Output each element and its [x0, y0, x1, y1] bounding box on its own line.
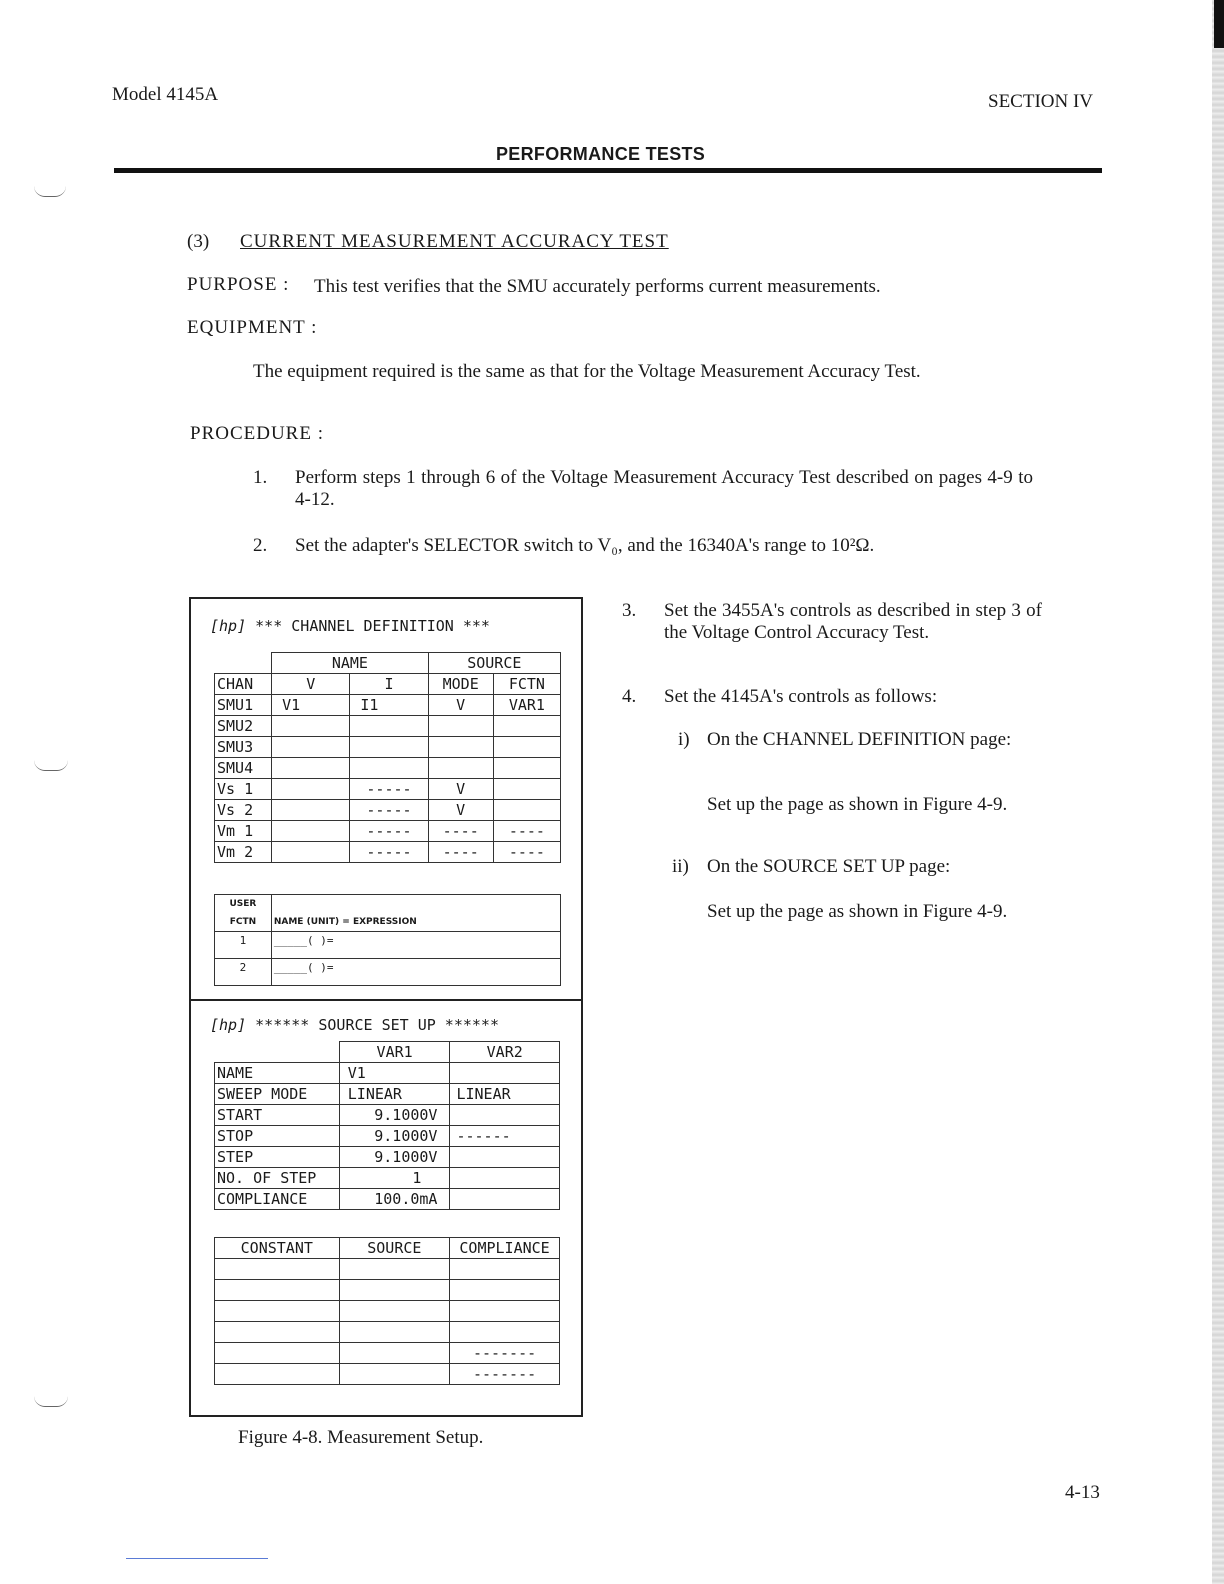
constant-cell — [215, 1343, 340, 1364]
compliance-cell — [450, 1259, 560, 1280]
constant-source-table — [214, 1237, 560, 1385]
mode-cell — [428, 737, 493, 758]
table-row — [215, 737, 561, 758]
table-row — [215, 1301, 560, 1322]
running-header-model: Model 4145A — [112, 84, 219, 105]
var2-cell — [450, 1147, 560, 1168]
compliance-cell — [450, 1301, 560, 1322]
v-name-cell — [272, 821, 350, 842]
header-source: SOURCE — [339, 1238, 450, 1259]
v-name-cell — [272, 716, 350, 737]
binder-hole-mark — [34, 760, 68, 771]
purpose-label: PURPOSE : — [187, 274, 290, 295]
i-name-cell — [350, 758, 428, 779]
v-name-cell — [272, 779, 350, 800]
chan-cell: SMU2 — [215, 716, 272, 737]
substep-i-detail: Set up the page as shown in Figure 4-9. — [707, 794, 1008, 815]
scan-edge-dark — [1214, 0, 1224, 48]
header-chan: CHAN — [215, 674, 272, 695]
step-1-number: 1. — [253, 467, 268, 488]
user-fctn-expression: _____( )= — [271, 959, 560, 986]
header-fctn: FCTN — [493, 674, 560, 695]
source-cell — [339, 1301, 450, 1322]
user-label: USER — [229, 899, 257, 909]
fctn-cell: ---- — [493, 821, 560, 842]
hp-logo: [hp] — [210, 1016, 247, 1034]
procedure-label: PROCEDURE : — [190, 423, 324, 444]
compliance-cell: ------- — [450, 1364, 560, 1385]
mode-cell: ---- — [428, 842, 493, 863]
i-name-cell: ----- — [350, 821, 428, 842]
constant-cell — [215, 1301, 340, 1322]
var2-cell — [450, 1063, 560, 1084]
figure-caption: Figure 4-8. Measurement Setup. — [238, 1427, 484, 1448]
header-source: SOURCE — [428, 653, 560, 674]
table-row — [215, 1126, 560, 1147]
chan-cell: Vm 1 — [215, 821, 272, 842]
var2-cell: ------ — [450, 1126, 560, 1147]
var2-cell — [450, 1168, 560, 1189]
equipment-label: EQUIPMENT : — [187, 317, 318, 338]
user-fctn-label — [215, 895, 272, 932]
header-i: I — [350, 674, 428, 695]
header-var1: VAR1 — [339, 1042, 450, 1063]
figure-divider — [189, 999, 583, 1001]
table-row — [215, 1084, 560, 1105]
header-v: V — [272, 674, 350, 695]
scan-edge — [1212, 0, 1224, 1584]
var1-cell: 9.1000V — [339, 1105, 450, 1126]
table-row — [215, 1280, 560, 1301]
v-name-cell — [272, 758, 350, 779]
step-2-number: 2. — [253, 535, 268, 556]
chan-cell: SMU3 — [215, 737, 272, 758]
mode-cell — [428, 716, 493, 737]
user-fctn-number: 1 — [215, 932, 272, 959]
chan-cell: Vm 2 — [215, 842, 272, 863]
compliance-cell: ------- — [450, 1343, 560, 1364]
var1-cell: 100.0mA — [339, 1189, 450, 1210]
step-3-text: Set the 3455A's controls as described in step 3 of the Voltage Control Accuracy Test. — [664, 600, 1042, 643]
constant-cell — [215, 1280, 340, 1301]
table-row — [215, 1105, 560, 1126]
v-name-cell — [272, 737, 350, 758]
row-label: COMPLIANCE — [215, 1189, 340, 1210]
i-name-cell: ----- — [350, 800, 428, 821]
substep-ii-detail: Set up the page as shown in Figure 4-9. — [707, 901, 1008, 922]
mode-cell: V — [428, 800, 493, 821]
table-row — [215, 716, 561, 737]
fctn-cell — [493, 800, 560, 821]
row-label: STOP — [215, 1126, 340, 1147]
v-name-cell — [272, 800, 350, 821]
substep-ii-text: On the SOURCE SET UP page: — [707, 856, 951, 877]
table-row — [215, 695, 561, 716]
running-header-section: SECTION IV — [988, 91, 1094, 112]
scan-artifact-line — [126, 1558, 268, 1559]
header-rule — [114, 168, 1102, 173]
chan-cell: SMU4 — [215, 758, 272, 779]
i-name-cell — [350, 737, 428, 758]
table-row — [215, 1063, 560, 1084]
purpose-text: This test verifies that the SMU accurately performs current measurements. — [314, 276, 881, 297]
header-mode: MODE — [428, 674, 493, 695]
substep-i-text: On the CHANNEL DEFINITION page: — [707, 729, 1012, 750]
binder-hole-mark — [34, 186, 66, 197]
step-1-text: Perform steps 1 through 6 of the Voltage Measurement Accuracy Test described on pages 4-9 to 4-12. — [295, 467, 1033, 510]
constant-cell — [215, 1259, 340, 1280]
row-label: NO. OF STEP — [215, 1168, 340, 1189]
user-function-table — [214, 894, 561, 986]
header-constant: CONSTANT — [215, 1238, 340, 1259]
step-3-number: 3. — [622, 600, 637, 621]
table-row — [215, 1364, 560, 1385]
constant-cell — [215, 1322, 340, 1343]
mode-cell: ---- — [428, 821, 493, 842]
table-row — [215, 932, 561, 959]
table-row — [215, 959, 561, 986]
var1-cell: LINEAR — [339, 1084, 450, 1105]
var2-cell — [450, 1105, 560, 1126]
var1-cell: 9.1000V — [339, 1147, 450, 1168]
fctn-cell — [493, 737, 560, 758]
header-compliance: COMPLIANCE — [450, 1238, 560, 1259]
table-row — [215, 821, 561, 842]
row-label: SWEEP MODE — [215, 1084, 340, 1105]
substep-i-number: i) — [678, 729, 690, 750]
table-row — [215, 800, 561, 821]
table-row — [215, 1168, 560, 1189]
v-name-cell — [272, 842, 350, 863]
source-cell — [339, 1322, 450, 1343]
i-name-cell: I1 — [350, 695, 428, 716]
compliance-cell — [450, 1322, 560, 1343]
table-row — [215, 779, 561, 800]
step-4-text: Set the 4145A's controls as follows: — [664, 686, 938, 707]
fctn-cell — [493, 779, 560, 800]
fctn-label: FCTN — [229, 917, 257, 927]
table-row — [215, 1189, 560, 1210]
v-name-cell: V1 — [272, 695, 350, 716]
fctn-cell: ---- — [493, 842, 560, 863]
fctn-cell: VAR1 — [493, 695, 560, 716]
step-2-text: Set the adapter's SELECTOR switch to V₀, and the 16340A's range to 10²Ω. — [295, 535, 875, 556]
test-number: (3) — [187, 231, 210, 252]
header-name: NAME — [272, 653, 428, 674]
fctn-cell — [493, 758, 560, 779]
channel-definition-table — [214, 652, 561, 863]
table-row — [215, 842, 561, 863]
mode-cell: V — [428, 695, 493, 716]
hp-logo: [hp] — [210, 617, 247, 635]
user-fctn-number: 2 — [215, 959, 272, 986]
var2-cell: LINEAR — [450, 1084, 560, 1105]
source-setup-table — [214, 1041, 560, 1210]
source-cell — [339, 1364, 450, 1385]
row-label: NAME — [215, 1063, 340, 1084]
table-row — [215, 758, 561, 779]
i-name-cell — [350, 716, 428, 737]
mode-cell — [428, 758, 493, 779]
table-row — [215, 1322, 560, 1343]
substep-ii-number: ii) — [672, 856, 689, 877]
step-4-number: 4. — [622, 686, 637, 707]
source-cell — [339, 1343, 450, 1364]
chan-cell: Vs 2 — [215, 800, 272, 821]
chan-cell: SMU1 — [215, 695, 272, 716]
source-setup-heading: ****** SOURCE SET UP ****** — [255, 1016, 499, 1034]
fctn-cell — [493, 716, 560, 737]
var1-cell: 1 — [339, 1168, 450, 1189]
var1-cell: 9.1000V — [339, 1126, 450, 1147]
equipment-text: The equipment required is the same as that for the Voltage Measurement Accuracy Test. — [253, 361, 921, 382]
table-row — [215, 1259, 560, 1280]
source-setup-title — [210, 1016, 499, 1034]
source-cell — [339, 1280, 450, 1301]
header-var2: VAR2 — [450, 1042, 560, 1063]
mode-cell: V — [428, 779, 493, 800]
binder-hole-mark — [34, 1396, 68, 1407]
var1-cell: V1 — [339, 1063, 450, 1084]
table-row — [215, 1343, 560, 1364]
row-label: START — [215, 1105, 340, 1126]
test-title: CURRENT MEASUREMENT ACCURACY TEST — [240, 231, 669, 252]
chan-cell: Vs 1 — [215, 779, 272, 800]
channel-definition-title — [210, 617, 490, 635]
row-label: STEP — [215, 1147, 340, 1168]
table-row — [215, 1147, 560, 1168]
user-fctn-expression: _____( )= — [271, 932, 560, 959]
constant-cell — [215, 1364, 340, 1385]
i-name-cell: ----- — [350, 779, 428, 800]
user-fctn-header: NAME (UNIT) = EXPRESSION — [271, 895, 560, 932]
channel-definition-heading: *** CHANNEL DEFINITION *** — [255, 617, 490, 635]
source-cell — [339, 1259, 450, 1280]
page-number: 4-13 — [1065, 1482, 1100, 1503]
var2-cell — [450, 1189, 560, 1210]
page-title: PERFORMANCE TESTS — [496, 144, 706, 164]
i-name-cell: ----- — [350, 842, 428, 863]
compliance-cell — [450, 1280, 560, 1301]
